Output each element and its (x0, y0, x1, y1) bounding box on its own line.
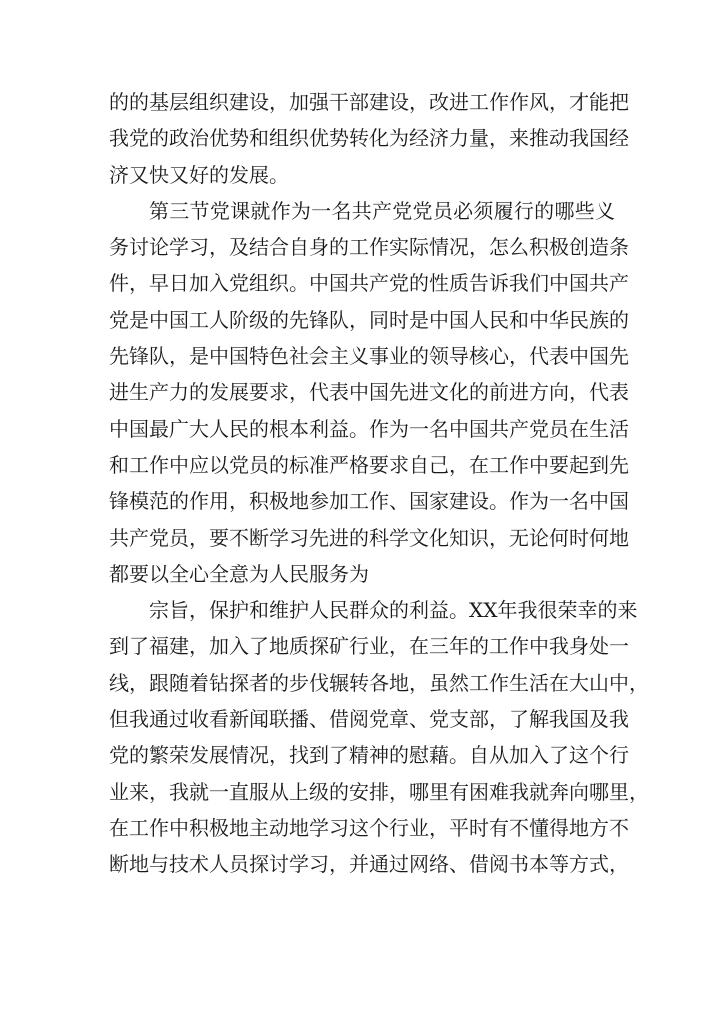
text-line: 共产党员，要不断学习先进的科学文化知识，无论何时何地 (109, 525, 629, 550)
text-line: 但我通过收看新闻联播、借阅党章、党支部，了解我国及我 (109, 707, 629, 732)
text-line: 中国最广大人民的根本利益。作为一名中国共产党员在生活 (109, 416, 629, 441)
text-line: 件，早日加入党组织。中国共产党的性质告诉我们中国共产 (109, 271, 629, 296)
text-line: 先锋队，是中国特色社会主义事业的领导核心，代表中国先 (109, 344, 629, 369)
text-line: 的的基层组织建设，加强干部建设，改进工作作风，才能把 (109, 90, 629, 114)
text-line: 务讨论学习，及结合自身的工作实际情况，怎么积极创造条 (109, 235, 629, 260)
text-line: 在工作中积极地主动地学习这个行业，平时有不懂得地方不 (109, 815, 629, 840)
text-line: 断地与技术人员探讨学习，并通过网络、借阅书本等方式， (109, 852, 629, 877)
text-line: 线，跟随着钻探者的步伐辗转各地，虽然工作生活在大山中， (109, 670, 649, 695)
text-line: 我党的政治优势和组织优势转化为经济力量，来推动我国经 (109, 126, 629, 151)
text-line: 到了福建，加入了地质探矿行业，在三年的工作中我身处一 (109, 634, 629, 659)
text-line: 进生产力的发展要求，代表中国先进文化的前进方向，代表 (109, 380, 629, 405)
text-line: 党是中国工人阶级的先锋队，同时是中国人民和中华民族的 (109, 307, 629, 332)
text-line: 都要以全心全意为人民服务为 (109, 561, 369, 586)
text-line: 济又快又好的发展。 (109, 162, 289, 187)
paragraph-first-line: 第三节党课就作为一名共产党党员必须履行的哪些义 (149, 198, 615, 223)
text-line: 锋模范的作用，积极地参加工作、国家建设。作为一名中国 (109, 489, 629, 514)
text-line: 和工作中应以党员的标准严格要求自己，在工作中要起到先 (109, 452, 629, 477)
text-line: 业来，我就一直服从上级的安排，哪里有困难我就奔向哪里， (109, 779, 649, 804)
paragraph-first-line: 宗旨，保护和维护人民群众的利益。XX年我很荣幸的来 (149, 598, 638, 623)
text-line: 党的繁荣发展情况，找到了精神的慰藉。自从加入了这个行 (109, 743, 629, 768)
body-text (109, 84, 649, 883)
